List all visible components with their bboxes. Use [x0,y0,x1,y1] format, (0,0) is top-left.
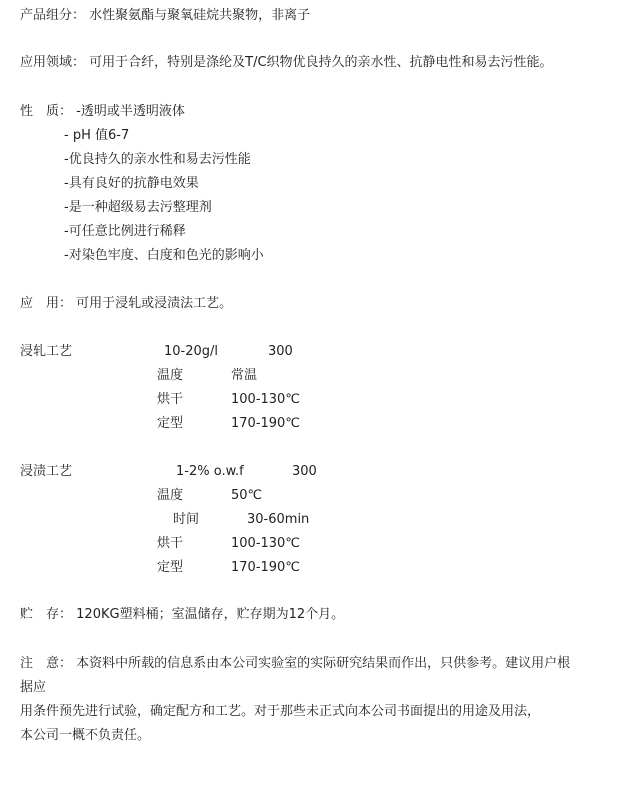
exhaust-process-dosage: 1-2% o.w.f [176,464,244,479]
padding-row-value: 100-130℃ [231,392,300,407]
storage-line [20,606,344,624]
properties-item: - pH 值6-7 [64,128,130,143]
exhaust-process-number: 300 [292,464,317,479]
properties-item: -对染色牢度、白度和色光的影响小 [64,248,264,263]
storage-value: 120KG塑料桶；室温储存，贮存期为12个月。 [76,607,345,622]
notice-line [20,655,570,673]
properties-label: 性 质： [20,104,73,119]
exhaust-row-label: 温度 [157,488,184,503]
exhaust-row-value: 50℃ [231,488,263,503]
composition-line [20,7,310,25]
application-field-label: 应用领域： [20,55,86,70]
properties-item: -是一种超级易去污整理剂 [64,200,212,215]
properties-item: -透明或半透明液体 [76,104,185,119]
usage-label: 应 用： [20,296,73,311]
properties-item: -具有良好的抗静电效果 [64,176,199,191]
application-field-value: 可用于合纤，特别是涤纶及T/C织物优良持久的亲水性、抗静电性和易去污性能。 [89,55,553,70]
notice-text: 用条件预先进行试验，确定配方和工艺。对于那些未正式向本公司书面提出的用途及用法， [20,704,541,719]
notice-text: 据应 [20,680,47,695]
padding-row-value: 常温 [231,368,258,383]
notice-text: 本公司一概不负责任。 [20,728,151,743]
usage-value: 可用于浸轧或浸渍法工艺。 [76,296,233,311]
properties-item: -优良持久的亲水性和易去污性能 [64,152,251,167]
exhaust-row-label: 定型 [157,560,184,575]
exhaust-process-title: 浸渍工艺 [20,464,73,479]
exhaust-row-label: 时间 [173,512,200,527]
exhaust-row-value: 170-190℃ [231,560,300,575]
composition-label: 产品组分： [20,8,86,23]
application-field-line [20,54,553,72]
exhaust-row-label: 烘干 [157,536,184,551]
composition-value: 水性聚氨酯与聚氧硅烷共聚物，非离子 [89,8,311,23]
padding-process-number: 300 [268,344,293,359]
notice-label: 注 意： [20,656,73,671]
exhaust-row-value: 100-130℃ [231,536,300,551]
padding-row-label: 定型 [157,416,184,431]
properties-item: -可任意比例进行稀释 [64,224,186,239]
padding-row-label: 温度 [157,368,184,383]
usage-line [20,295,232,313]
exhaust-row-value: 30-60min [247,512,310,527]
padding-row-label: 烘干 [157,392,184,407]
padding-process-title: 浸轧工艺 [20,344,73,359]
notice-text: 本资料中所载的信息系由本公司实验室的实际研究结果而作出，只供参考。建议用户根 [76,656,571,671]
padding-row-value: 170-190℃ [231,416,300,431]
storage-label: 贮 存： [20,607,73,622]
properties-line [20,103,185,121]
padding-process-dosage: 10-20g/l [164,344,219,359]
